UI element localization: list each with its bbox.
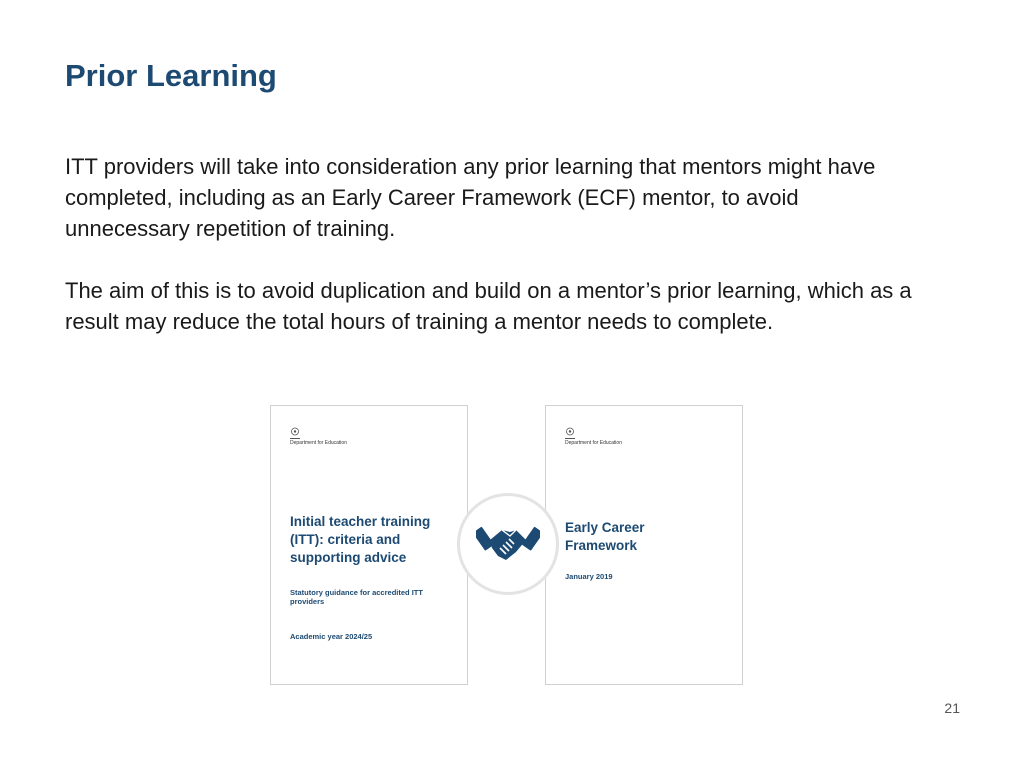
body-paragraph-2: The aim of this is to avoid duplication and build on a mentor’s prior learning, which as a result may reduce the total hours of training a mentor needs to complete. [65, 278, 912, 334]
royal-crest-icon [290, 427, 300, 436]
itt-cover-subtitle: Statutory guidance for accredited ITT providers [290, 588, 423, 606]
handshake-badge [457, 493, 559, 595]
itt-guidance-cover [270, 405, 468, 685]
department-name: Department for Education [565, 440, 622, 446]
ecf-cover-date: January 2019 [565, 572, 613, 581]
crest-divider [290, 438, 300, 439]
royal-crest-icon [565, 427, 575, 436]
slide-title: Prior Learning [65, 58, 277, 93]
crest-divider [565, 438, 575, 439]
body-paragraph-1: ITT providers will take into consideration any prior learning that mentors might have completed, including as an Early Career Framework (ECF) mentor, to avoid unnecessary repetition of training. [65, 154, 876, 241]
department-name: Department for Education [290, 440, 347, 446]
ecf-cover-title: Early Career Framework [565, 520, 645, 553]
itt-cover-date: Academic year 2024/25 [290, 632, 373, 641]
itt-cover-title: Initial teacher training (ITT): criteria and supporting advice [290, 514, 431, 565]
ecf-cover [545, 405, 743, 685]
page-number: 21 [944, 700, 960, 716]
handshake-icon [476, 518, 540, 566]
